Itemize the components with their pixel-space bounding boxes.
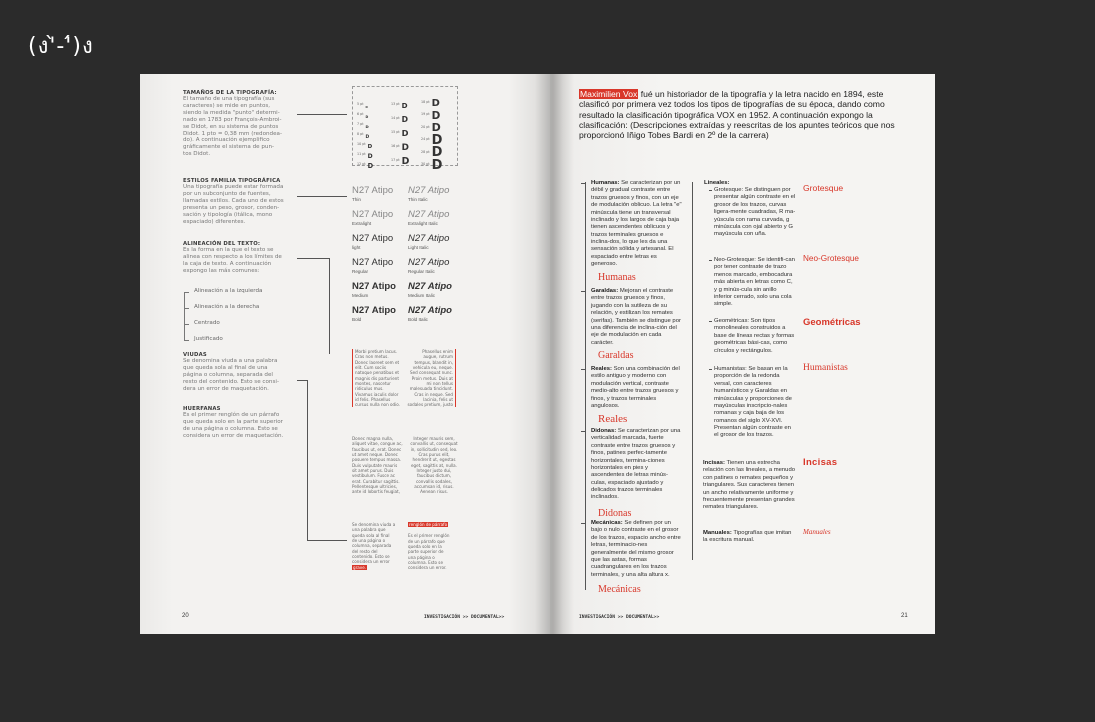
sample-line: Integer mauris sem, — [413, 436, 455, 441]
body-line: por un subconjunto de fuentes, — [183, 191, 271, 198]
atipo-name: N27 Atipo — [352, 209, 394, 220]
size-label: 24 pt — [421, 137, 430, 141]
sample-line: convallis sodales, — [416, 478, 452, 484]
entry-title: Mecánicas: — [591, 520, 623, 526]
centered-sample-right — [408, 436, 460, 494]
size-glyph: D — [367, 144, 373, 150]
alignment-item: Justificado — [194, 336, 223, 342]
sample-line: sodales pretium, justo — [407, 402, 453, 408]
alineacion-heading: ALINEACIÓN DEL TEXTO: — [183, 241, 261, 247]
body-line: resto del contenido. Esto se consi- — [183, 378, 279, 385]
typeface-sample: Humanistas — [803, 363, 848, 373]
viuda-word-highlight: grave. — [353, 564, 367, 570]
atipo-style: Light Italic — [408, 244, 429, 250]
manuales-entry — [703, 530, 797, 545]
sample-line: malesuada tincidunt. — [409, 386, 453, 392]
classification-entry — [591, 288, 683, 347]
body-line: do). A continuación ejemplifico — [183, 137, 270, 144]
tamanos-section — [183, 90, 293, 158]
atipo-style: Bold Italic — [408, 316, 428, 322]
size-label: 28 pt — [421, 149, 430, 154]
sample-line: id felis. Phasellus — [355, 396, 391, 402]
size-label: 16 pt — [391, 143, 400, 148]
size-label: 11 pt — [357, 151, 366, 156]
sample-line: de una página o — [352, 537, 386, 543]
classification-entry — [591, 520, 683, 579]
atipo-name: N27 Atipo — [352, 305, 396, 316]
sample-line: una palabra que — [352, 527, 386, 533]
atipo-sample — [352, 210, 393, 226]
huerfana-highlight: renglón de párrafo — [409, 522, 448, 527]
sample-line: ante id lobortis feugiat, — [352, 489, 400, 495]
sample-line: vestibulum. Fusce ac — [352, 473, 396, 479]
sample-line: vehicula eu, neque. — [412, 364, 453, 370]
body-line: de una página o columna. Esto se — [183, 426, 278, 433]
sample-line: elit. Cum sociis — [355, 364, 387, 370]
atipo-sample — [408, 234, 449, 250]
sample-line: erat. Curabitur sagittis. — [352, 478, 400, 484]
sample-line: lacinia, felis ut — [423, 396, 453, 402]
body-line: Se denomina viuda a una palabra — [183, 358, 278, 365]
footer-left: INVESTIGACIÓN >> DOCUMENTAL>> — [424, 615, 505, 620]
atipo-sample — [352, 186, 393, 202]
size-label: 17 pt — [391, 157, 400, 162]
viudas-body — [183, 358, 298, 392]
maximilien-highlight: Maximilien Vox — [580, 89, 638, 99]
sample-line: Cras in neque. Sed — [414, 391, 453, 397]
sample-line: Vivamus iaculis dolor — [355, 391, 399, 397]
typeface-sample: Neo-Grotesque — [803, 254, 859, 263]
size-glyph: D — [431, 121, 441, 134]
sample-line: magnis dis parturient — [355, 375, 399, 381]
size-glyph: D — [431, 132, 443, 148]
estilos-section — [183, 178, 293, 225]
lineal-entry: Neo-Grotesque: Se identifi-can por tener contraste de trazo menos marcado, embocadura más abierta en letras como C, y g minús-cula sin anillo inferior cerrado, solo una cola simple. — [714, 257, 795, 308]
typeface-sample: Grotesque — [803, 183, 844, 193]
alineacion-section — [183, 241, 298, 275]
atipo-sample — [408, 186, 449, 202]
justified-sample-left — [352, 436, 404, 494]
entry-tick — [709, 260, 712, 261]
sample-line: columna. Esto se — [408, 559, 443, 565]
atipo-sample — [408, 210, 449, 226]
incisas-entry — [703, 460, 797, 512]
column-bracket — [585, 182, 586, 590]
entry-title: Humanas: — [591, 180, 620, 186]
book-spine — [535, 74, 575, 634]
size-label: 10 pt — [357, 141, 366, 146]
body-line: El tamaño de una tipografía (sus — [183, 96, 275, 103]
body-line: página o columna, separada del — [183, 372, 273, 379]
connector-line — [297, 196, 347, 197]
atipo-style: light — [352, 244, 361, 250]
sample-line: considera un error. — [408, 565, 447, 571]
size-label: 15 pt — [391, 129, 400, 134]
sample-line: faucibus ut, erat. Donec — [352, 446, 402, 452]
size-glyph: D — [401, 156, 410, 167]
size-sample — [391, 149, 409, 168]
body-line: gráficamente el sistema de pun- — [183, 144, 275, 151]
sample-line: columna, separada — [352, 543, 392, 549]
body-line: alinea con respecto a los límites de — [183, 254, 282, 261]
body-line: Una tipografía puede estar formada — [183, 184, 284, 191]
body-line: la caja de texto. A continuación — [183, 261, 272, 268]
typeface-sample: Reales — [598, 413, 628, 425]
body-line: se Didot, en su sistema de puntos — [183, 123, 279, 130]
body-line: que queda solo en la parte superior — [183, 419, 283, 426]
sample-line: sit amet purus. Duis — [352, 467, 394, 473]
connector-line — [307, 540, 347, 541]
size-sample — [421, 154, 442, 173]
sample-line: Proin metus. Duis at — [411, 375, 453, 381]
huerfanas-body — [183, 412, 298, 439]
sample-line: queda sola al final — [352, 532, 390, 538]
atipo-name: N27 Atipo — [352, 257, 394, 268]
atipo-style: Extralight Italic — [408, 220, 438, 226]
right-aligned-sample — [404, 349, 456, 407]
size-label: 13 pt — [391, 101, 400, 106]
entry-text: Mejoran el contraste entre trazos gruesos y finos, jugando con la sutileza de su relación, y estilizan los remates (serifas). También se distingue por una diferencia de inclina-ción del eje de modulación en cada carácter. — [591, 288, 681, 346]
size-label: 8 pt — [357, 131, 364, 136]
sample-line: tempus, blandit in, — [414, 359, 453, 365]
entry-text: Tipografías que imitan la escritura manual. — [703, 530, 792, 544]
sample-line: Phasellus enim — [422, 349, 453, 354]
sample-line: in, sollicitudin sed, leo. — [410, 446, 458, 452]
sample-line: eget, sagittis at, nulla. — [411, 462, 457, 468]
huerfanas-heading: HUERFANAS — [183, 406, 221, 412]
size-glyph: D — [365, 135, 370, 140]
atipo-name: N27 Atipo — [352, 185, 394, 196]
sample-line: Morbi pretium lacus. — [355, 349, 398, 354]
sample-line: convallis ut, consequat — [410, 441, 458, 447]
body-line: expongo las más comunes: — [183, 267, 260, 274]
size-glyph: D — [367, 162, 374, 170]
sample-line: una página o — [408, 554, 435, 560]
atipo-style: Medium Italic — [408, 292, 436, 298]
entry-title: Manuales: — [703, 530, 732, 536]
atipo-name: N27 Atipo — [408, 257, 450, 268]
entry-text: Tienen una estrecha relación con las lineales, a menudo con patines o remates pequeños y triangulares. Sus caracteres tienen un ancho relativamente uniforme y frecuentemente presentan grandes remates triangulares. — [703, 460, 796, 511]
typeface-sample: Mecánicas — [598, 584, 641, 595]
entry-tick — [709, 321, 712, 322]
sample-line: mi non tellus — [426, 380, 453, 386]
body-line: sación y tipología (itálica, mono — [183, 211, 273, 218]
sample-line: montes, nascetur — [355, 380, 391, 386]
sample-line: aliquet vitae, congue ac, — [352, 441, 403, 447]
estilos-heading: ESTILOS FAMILIA TIPOGRÁFICA — [183, 178, 281, 184]
page-number-left: 20 — [182, 613, 189, 619]
atipo-sample — [408, 306, 452, 322]
size-label: 30 pt — [421, 162, 430, 166]
atipo-name: N27 Atipo — [408, 233, 450, 244]
atipo-name: N27 Atipo — [408, 185, 450, 196]
sample-line: contenido. Esto se — [352, 553, 390, 559]
sample-line: faucibus dictum, — [416, 473, 452, 479]
atipo-sample — [408, 258, 449, 274]
typeface-sample: Incisas — [803, 457, 838, 468]
tamanos-heading: TAMAÑOS DE LA TIPOGRAFÍA: — [183, 90, 277, 96]
alignment-item: Alineación a la izquierda — [194, 288, 263, 294]
point-size-chart — [352, 86, 458, 173]
connector-line — [297, 258, 329, 259]
viudas-section — [183, 352, 298, 393]
sample-line: cursus nulla non odio. — [355, 402, 400, 408]
atipo-name: N27 Atipo — [408, 209, 450, 220]
atipo-sample — [408, 282, 452, 298]
sample-line: augue, rutrum — [423, 354, 453, 360]
sample-line: Se denomina viuda a — [352, 522, 396, 527]
alignment-item: Centrado — [194, 320, 220, 326]
sample-line: Cras non metus. — [355, 354, 389, 360]
sample-line: Es el primer renglón — [408, 533, 450, 539]
sample-line: Pellentesque ultricies, — [352, 483, 397, 489]
sample-line: posuere tempus massa. — [352, 457, 402, 463]
left-aligned-sample — [352, 349, 404, 407]
body-line: dera un error de maquetación. — [183, 385, 269, 392]
typeface-sample: Manuales — [803, 528, 831, 536]
alignment-bracket — [184, 292, 185, 340]
size-glyph: D — [431, 98, 440, 109]
viudas-heading: VIUDAS — [183, 352, 207, 358]
body-line: presenta un peso, grosor, conden- — [183, 204, 280, 211]
sample-line: del resto del — [352, 548, 378, 554]
classification-entry — [591, 180, 683, 269]
atipo-name: N27 Atipo — [352, 281, 396, 292]
atipo-style: Regular Italic — [408, 268, 435, 274]
footer-right: INVESTIGACIÓN >> DOCUMENTAL>> — [579, 615, 660, 620]
alineacion-body — [183, 247, 298, 274]
tamanos-body — [183, 96, 293, 157]
logo-emoticon: (ง'̀-'́)ง — [28, 34, 94, 59]
size-sample — [357, 153, 373, 172]
body-line: Es el primer renglón de un párrafo — [183, 412, 280, 419]
body-line: que queda sola al final de una — [183, 365, 268, 372]
connector-line — [297, 114, 347, 115]
entry-text: Se definen por un bajo o nulo contraste en el grosor de los trazos, espacio ancho entre letras, terminacio-nes generalmente del mismo grosor que las astas, formas cuadrangulares en los trazos terminales, y una alta altura x. — [591, 520, 681, 578]
atipo-style: Extralight — [352, 220, 372, 226]
lineales-title: Lineales: — [704, 180, 730, 186]
body-line: Didot. 1 pto = 0,38 mm (redondea- — [183, 130, 282, 137]
estilos-body — [183, 184, 293, 225]
atipo-sample — [352, 306, 396, 322]
typeface-sample: Didonas — [598, 508, 632, 519]
entry-tick — [709, 190, 712, 191]
size-label: 7 pt — [357, 121, 364, 126]
sample-line: parte superior de — [408, 549, 444, 555]
classification-entry — [591, 366, 683, 410]
body-line: considera un error de maquetación. — [183, 432, 284, 439]
atipo-name: N27 Atipo — [408, 305, 452, 316]
connector-line — [329, 258, 330, 354]
size-label: 19 pt — [421, 112, 430, 116]
size-glyph: D — [365, 124, 369, 129]
entry-tick — [709, 369, 712, 370]
alignment-item: Alineación a la derecha — [194, 304, 260, 310]
sample-line: Integer justo dui, — [416, 467, 452, 473]
size-glyph: D — [431, 157, 443, 173]
sample-line: considera un error — [352, 559, 390, 565]
atipo-sample — [352, 282, 396, 298]
huerfana-example — [408, 522, 460, 571]
size-glyph: D — [367, 153, 373, 160]
size-glyph: D — [365, 115, 369, 119]
size-glyph: D — [401, 143, 409, 153]
vox-intro — [579, 89, 909, 141]
sample-line: ridiculus mus. — [355, 386, 384, 392]
sample-line: Aenean risus. — [420, 489, 448, 495]
entry-title: Reales: — [591, 366, 612, 372]
atipo-style: Regular — [352, 268, 369, 274]
size-glyph: D — [365, 105, 368, 109]
sample-line: Sed consequat nunc. — [410, 370, 453, 376]
typeface-sample: Humanas — [598, 272, 636, 283]
sample-line: Donec magna nulla, — [352, 436, 394, 441]
sample-line: accumsan id, risus. — [414, 483, 454, 489]
entry-title: Garaldas: — [591, 288, 619, 294]
atipo-style: Bold — [352, 316, 362, 322]
sample-line: de un párrafo que — [408, 538, 445, 544]
viuda-example — [352, 522, 404, 570]
connector-line — [297, 380, 307, 381]
column-bracket — [692, 182, 693, 560]
alignment-tick — [184, 340, 189, 341]
size-glyph: D — [401, 128, 409, 138]
atipo-sample — [352, 234, 393, 250]
lineal-entry: Geométricas: Son tipos monolineales construidos a base de líneas rectas y formas geométricas bási-cas, como círculos y rectángulos. — [714, 318, 795, 354]
typeface-sample: Geométricas — [803, 317, 861, 328]
intro-text: fué un historiador de la tipografía y la letra nacido en 1894, este clasificó por primera vez todos los tipos de tipografías de su época, dando como resultado la clasificación tipográfica VOX en 1952. A continuación expongo la clasificación: (Descripciones extraídas y reescritas de los apuntes teóricos que nos proporcionó Iñigo Tobes Bardi en 2º de la carrera) — [579, 89, 895, 141]
sample-line: hendrerit ut, egestas — [412, 457, 456, 463]
body-line: tos Didot. — [183, 150, 211, 157]
size-label: 12 pt — [357, 161, 366, 166]
connector-line — [307, 380, 308, 540]
body-line: caracteres) se mide en puntos, — [183, 103, 271, 110]
size-label: 14 pt — [391, 115, 400, 120]
entry-title: Incisas: — [703, 460, 725, 466]
size-label: 18 pt — [421, 99, 430, 104]
body-line: siendo la medida "punto" determi- — [183, 110, 280, 117]
size-glyph: D — [401, 101, 408, 110]
typeface-sample: Garaldas — [598, 350, 634, 361]
sample-line: queda solo en la — [408, 543, 442, 549]
entry-text: Se caracterizan por una verticalidad marcada, fuerte contraste entre trazos gruesos y finos, patines perfec-tamente horizontales, termina-ciones horizontales en pies y ascendentes de letras minús-culas, espaciado ajustado y delicados trazos terminales inclinados. — [591, 428, 681, 501]
page-number-right: 21 — [901, 613, 908, 619]
body-line: nado en 1783 por François-Ambroi- — [183, 116, 282, 123]
size-glyph: D — [431, 145, 443, 160]
entry-text: Son una combinación del estilo antiguo y moderno con modulación vertical, contraste medio-alto entre trazos gruesos y finos, y trazos terminales angulosos. — [591, 366, 680, 409]
size-label: 6 pt — [357, 111, 364, 116]
size-label: 5 pt — [357, 101, 364, 106]
body-line: espaciado) diferentes. — [183, 218, 246, 225]
sample-line: Cras purus elit, — [418, 451, 450, 457]
size-label: 20 pt — [421, 124, 430, 129]
atipo-name: N27 Atipo — [408, 281, 452, 292]
body-line: Es la forma en la que el texto se — [183, 247, 274, 254]
sample-line: ut amet neque. Donec — [352, 451, 398, 457]
atipo-name: N27 Atipo — [352, 233, 394, 244]
atipo-style: Thin — [352, 196, 361, 202]
atipo-style: Thin Italic — [408, 196, 428, 202]
atipo-sample — [352, 258, 393, 274]
sample-line: natoque penatibus et — [355, 370, 399, 376]
lineal-entry: Grotesque: Se distinguen por presentar algún contraste en el grosor de los trazos, curvas ligera-mente cuadradas, R ma-yúscula con rama curvada, g minúscula con ojal abierto y G mayúscula con uña. — [714, 187, 796, 238]
body-line: llamadas estilos. Cada uno de estos — [183, 198, 284, 205]
sample-line: Duis vulputate mauris — [352, 462, 398, 468]
atipo-style: Medium — [352, 292, 369, 298]
size-glyph: D — [401, 115, 409, 124]
size-glyph: D — [431, 109, 441, 122]
huerfanas-section — [183, 406, 298, 440]
sample-line: Donec laoreet sem et — [355, 359, 400, 365]
entry-text: Se caracterizan por un débil y gradual contraste entre trazos gruesos y finos, con un eje de modulación oblicuo. La letra "e" minúscula tiene un transversal inclinado y los largos de caja baja tienen ascendentes oblicuos y trazos terminales gruesos e inclina-dos, lo que les da una sensación sólida y artesanal. El espaciado entre letras es generoso. — [591, 180, 682, 268]
entry-title: Didonas: — [591, 428, 617, 434]
lineal-entry: Humanistas: Se basan en la proporción de la redonda versal, con caracteres humanísticos y Garaldas en minúsculas y proporciones de mayúsculas inscripcio-nales romanas y caja baja de los romanos del siglo XV-XVI. Presentan algún contraste en el grosor de los trazos. — [714, 366, 792, 439]
classification-entry — [591, 428, 683, 502]
